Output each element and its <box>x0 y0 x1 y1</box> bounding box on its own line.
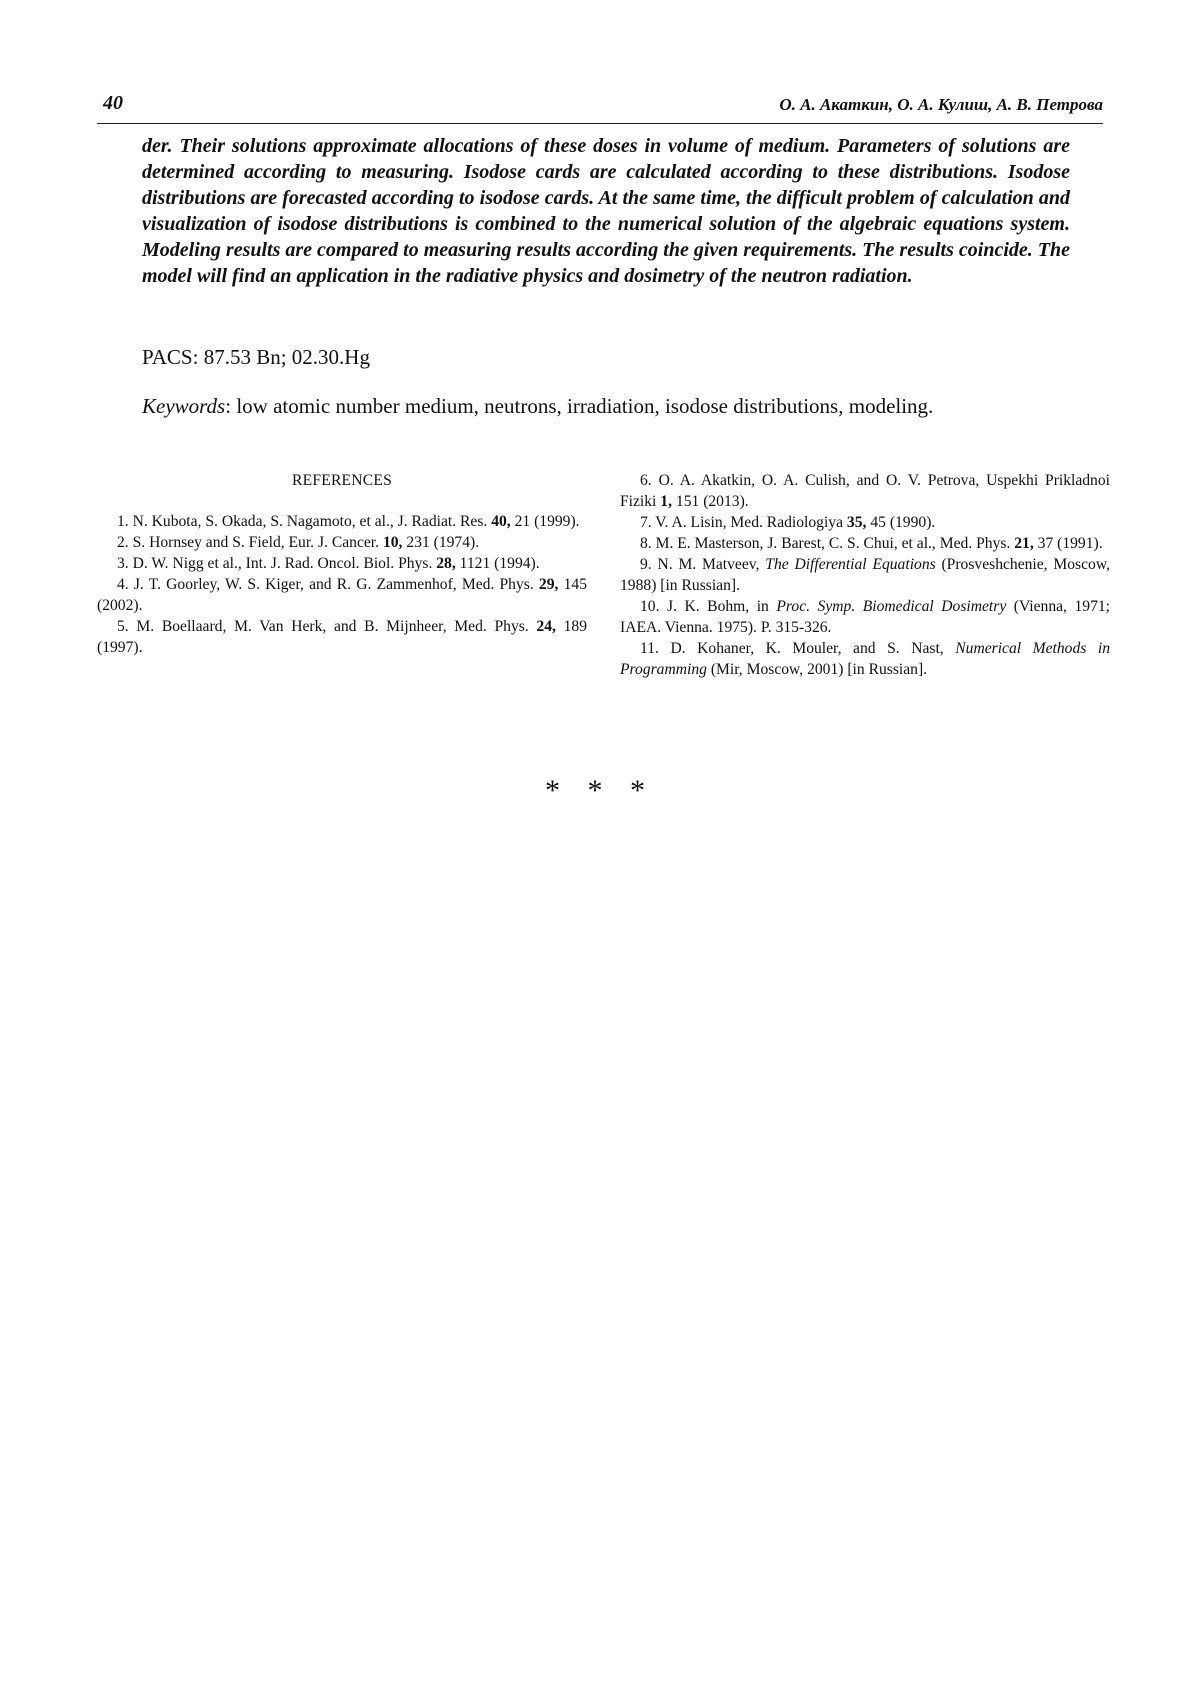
keywords-text: : low atomic number medium, neutrons, irradiation, isodose distributions, modeling. <box>225 394 934 418</box>
keywords <box>142 394 933 419</box>
reference-3: 3. D. W. Nigg et al., Int. J. Rad. Oncol. Biol. Phys. 28, 1121 (1994). <box>117 555 540 572</box>
pacs-codes: PACS: 87.53 Bn; 02.30.Hg <box>142 345 370 369</box>
page-number: 40 <box>103 92 123 114</box>
running-head: О. А. Акаткин, О. А. Кулиш, А. В. Петрова <box>779 95 1103 114</box>
reference-5: 5. M. Boellaard, M. Van Herk, and B. Mijnheer, Med. Phys. 24, 189 (1997). <box>97 618 587 656</box>
reference-4: 4. J. T. Goorley, W. S. Kiger, and R. G. Zammenhof, Med. Phys. 29, 145 (2002). <box>97 576 587 614</box>
reference-10: 10. J. K. Bohm, in Proc. Symp. Biomedical Dosimetry (Vienna, 1971; IAEA. Vienna. 1975). P. 315-326. <box>620 598 1110 636</box>
reference-2: 2. S. Hornsey and S. Field, Eur. J. Cancer. 10, 231 (1974). <box>117 534 480 551</box>
reference-8: 8. M. E. Masterson, J. Barest, C. S. Chui, et al., Med. Phys. 21, 37 (1991). <box>640 535 1103 552</box>
section-separator: * * * <box>545 774 655 807</box>
reference-1: 1. N. Kubota, S. Okada, S. Nagamoto, et al., J. Radiat. Res. 40, 21 (1999). <box>117 513 580 530</box>
keywords-label: Keywords <box>142 394 226 418</box>
references-left-column <box>97 470 587 658</box>
references-heading: REFERENCES <box>292 472 392 489</box>
reference-7: 7. V. A. Lisin, Med. Radiologiya 35, 45 (1990). <box>640 514 936 531</box>
reference-6: 6. O. A. Akatkin, O. A. Culish, and O. V. Petrova, Uspekhi Prikladnoi Fiziki 1, 151 (2013). <box>620 472 1110 510</box>
header-rule <box>97 123 1103 124</box>
references-right-column <box>620 470 1110 680</box>
abstract-text: der. Their solutions approximate allocations of these doses in volume of medium. Parameters of solutions are determined according to measuring. Isodose cards are calculated according to these distributions. Isodose distributions are forecasted according to isodose cards. At the same time, the difficult problem of calculation and visualization of isodose distributions is combined to the numerical solution of the algebraic equations system. Modeling results are compared to measuring results according the given requirements. The results coincide. The model will find an application in the radiative physics and dosimetry of the neutron radiation. <box>142 135 1070 287</box>
reference-9: 9. N. M. Matveev, The Differential Equations (Prosveshchenie, Moscow, 1988) [in Russian]. <box>620 556 1110 594</box>
reference-11: 11. D. Kohaner, K. Mouler, and S. Nast, Numerical Methods in Programming (Mir, Moscow, 2001) [in Russian]. <box>620 640 1110 678</box>
